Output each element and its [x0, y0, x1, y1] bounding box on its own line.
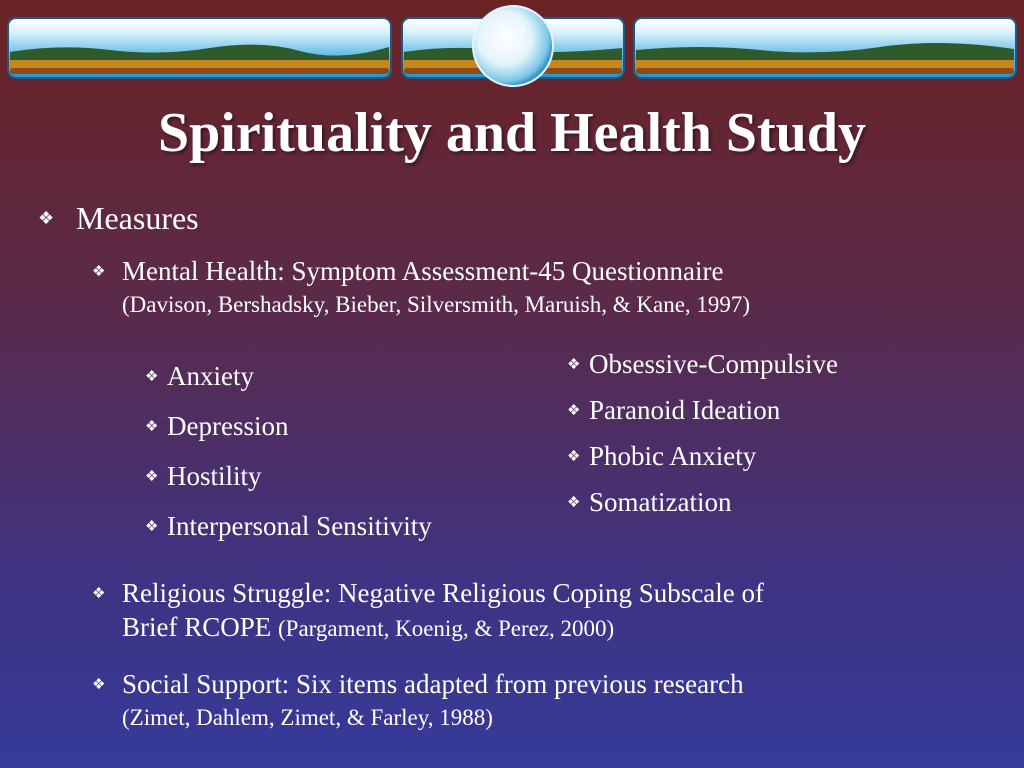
subscale-item: ❖ Obsessive-Compulsive	[567, 342, 838, 388]
diamond-bullet-icon: ❖	[567, 495, 581, 511]
bullet-measures	[38, 198, 199, 238]
diamond-bullet-icon: ❖	[567, 449, 581, 465]
subscale-list-right	[567, 342, 838, 526]
religious-struggle-citation: (Pargament, Koenig, & Perez, 2000)	[278, 616, 615, 641]
subscale-item: ❖ Hostility	[145, 452, 432, 502]
bullet-mental-health	[92, 254, 992, 317]
subscale-item: ❖ Paranoid Ideation	[567, 388, 838, 434]
slide-title: Spirituality and Health Study	[158, 102, 866, 164]
bullet-social-support	[92, 667, 992, 730]
banner-panel-left	[8, 18, 391, 78]
subscale-item: ❖ Anxiety	[145, 352, 432, 402]
diamond-bullet-icon: ❖	[92, 586, 106, 602]
banner-panel-right	[634, 18, 1016, 78]
religious-struggle-text-line2: Brief RCOPE	[122, 612, 272, 642]
social-support-citation: (Zimet, Dahlem, Zimet, & Farley, 1988)	[122, 705, 493, 730]
diamond-bullet-icon: ❖	[92, 264, 106, 280]
measures-label: Measures	[76, 200, 199, 236]
mental-health-text: Mental Health: Symptom Assessment-45 Questionnaire	[122, 256, 724, 286]
landscape-banner-graphic	[0, 0, 1024, 92]
subscale-item: ❖ Interpersonal Sensitivity	[145, 502, 432, 552]
banner-panel-center	[402, 6, 624, 86]
diamond-bullet-icon: ❖	[145, 469, 159, 485]
header-banner	[0, 0, 1024, 92]
diamond-bullet-icon: ❖	[567, 357, 581, 373]
diamond-bullet-icon: ❖	[38, 208, 55, 228]
religious-struggle-text-line1: Religious Struggle: Negative Religious Coping Subscale of	[122, 578, 764, 608]
diamond-bullet-icon: ❖	[567, 403, 581, 419]
diamond-bullet-icon: ❖	[145, 369, 159, 385]
subscale-item: ❖ Depression	[145, 402, 432, 452]
subscale-item: ❖ Phobic Anxiety	[567, 434, 838, 480]
diamond-bullet-icon: ❖	[92, 677, 106, 693]
diamond-bullet-icon: ❖	[145, 519, 159, 535]
diamond-bullet-icon: ❖	[145, 419, 159, 435]
subscale-list-left	[145, 352, 432, 552]
mental-health-citation: (Davison, Bershadsky, Bieber, Silversmith, Maruish, & Kane, 1997)	[122, 292, 751, 317]
bullet-religious-struggle	[92, 576, 992, 642]
social-support-text: Social Support: Six items adapted from previous research	[122, 669, 744, 699]
subscale-item: ❖ Somatization	[567, 480, 838, 526]
